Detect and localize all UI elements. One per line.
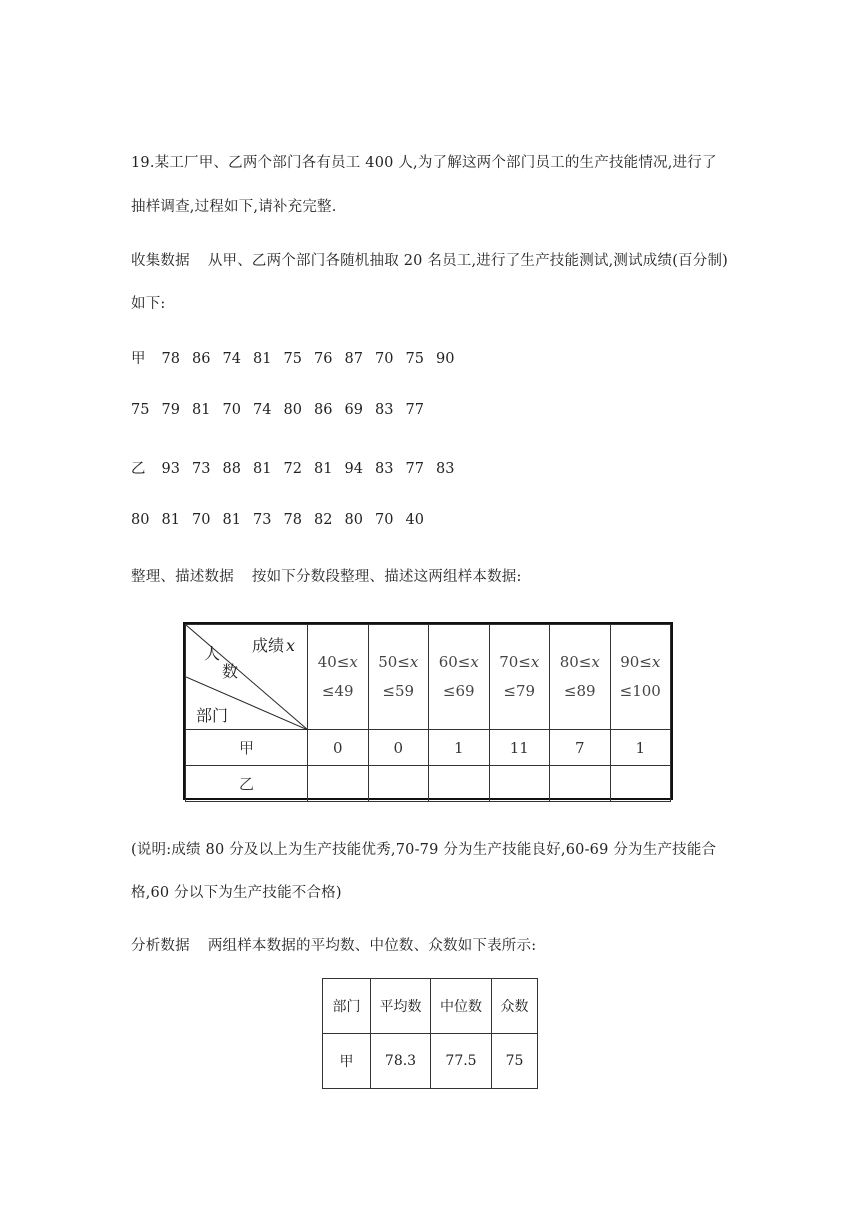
data-value: 74 [222,351,241,367]
data-value: 90 [436,351,455,367]
analyze-heading: 分析数据 [131,938,190,954]
range-header: 50≤x ≤59 [368,625,429,730]
data-value: 40 [405,512,424,528]
data-value: 87 [344,351,363,367]
range-header: 90≤x ≤100 [610,625,671,730]
data-value: 81 [222,512,241,528]
table-row-yi [186,766,671,802]
table-cell: 11 [489,730,550,766]
data-value: 81 [314,461,333,477]
table-cell: 1 [610,730,671,766]
range-header: 60≤x ≤69 [429,625,490,730]
stats-header-row [323,979,538,1034]
data-value: 81 [161,512,180,528]
data-value: 94 [344,461,363,477]
data-value: 73 [253,512,272,528]
corner-score-label: 成绩 x [252,636,296,655]
collect-text: 从甲、乙两个部门各随机抽取 20 名员工,进行了生产技能测试,测试成绩(百分制) [207,253,729,269]
score-distribution-table [183,622,673,800]
data-value: 70 [375,512,394,528]
data-value: 81 [253,351,272,367]
data-value: 83 [375,461,394,477]
data-value: 81 [253,461,272,477]
stats-row-jia [323,1034,538,1089]
organize-text: 按如下分数段整理、描述这两组样本数据: [251,569,522,585]
organize-heading: 整理、描述数据 [131,569,234,585]
data-value: 82 [314,512,333,528]
table-cell: 7 [550,730,611,766]
data-value: 78 [161,351,180,367]
data-value: 81 [192,402,211,418]
table-cell-blank[interactable] [550,766,611,802]
yi-data-row-2 [131,512,436,528]
data-value: 80 [131,512,150,528]
table-cell: 1 [429,730,490,766]
table-cell-blank[interactable] [308,766,369,802]
data-value: 86 [314,402,333,418]
question-line-1: 19.某工厂甲、乙两个部门各有员工 400 人,为了解这两个部门员工的生产技能情况,进行了 [131,155,717,171]
row-label-jia: 甲 [186,730,308,766]
data-value: 75 [131,402,150,418]
table-cell-blank[interactable] [610,766,671,802]
yi-label: 乙 [131,461,146,477]
data-value: 83 [375,402,394,418]
row-label-yi: 乙 [186,766,308,802]
note-line-2: 格,60 分以下为生产技能不合格) [131,885,342,901]
data-value: 69 [344,402,363,418]
data-value: 73 [192,461,211,477]
corner-people-label-1: 人 [204,644,221,663]
stats-cell: 75 [492,1034,538,1089]
stats-header-cell: 平均数 [371,979,431,1034]
data-value: 79 [161,402,180,418]
collect-line-2: 如下: [131,296,166,312]
stats-cell: 78.3 [371,1034,431,1089]
jia-data-row-1 [131,347,467,368]
data-value: 75 [283,351,302,367]
data-value: 77 [405,461,424,477]
data-value: 83 [436,461,455,477]
note-line-1: (说明:成绩 80 分及以上为生产技能优秀,70-79 分为生产技能良好,60-69 分为生产技能合 [131,842,717,858]
stats-header-cell: 中位数 [431,979,492,1034]
range-header: 80≤x ≤89 [550,625,611,730]
data-value: 80 [344,512,363,528]
table-cell: 0 [368,730,429,766]
analyze-line [131,936,536,956]
data-value: 70 [192,512,211,528]
yi-data-row-1 [131,457,467,478]
data-value: 70 [375,351,394,367]
stats-cell: 77.5 [431,1034,492,1089]
table-cell: 0 [308,730,369,766]
data-value: 86 [192,351,211,367]
jia-label: 甲 [131,351,146,367]
data-value: 76 [314,351,333,367]
table-row-jia [186,730,671,766]
table-cell-blank[interactable] [368,766,429,802]
data-value: 72 [283,461,302,477]
data-value: 74 [253,402,272,418]
organize-line [131,567,522,587]
corner-dept-label: 部门 [196,706,229,725]
question-line-2: 抽样调查,过程如下,请补充完整. [131,199,337,215]
corner-people-label-2: 数 [222,662,239,681]
data-value: 77 [405,402,424,418]
collect-heading: 收集数据 [131,253,190,269]
data-value: 80 [283,402,302,418]
data-value: 70 [222,402,241,418]
data-value: 75 [405,351,424,367]
data-value: 93 [161,461,180,477]
table-cell-blank[interactable] [429,766,490,802]
stats-header-cell: 部门 [323,979,371,1034]
stats-cell: 甲 [323,1034,371,1089]
data-value: 88 [222,461,241,477]
jia-data-row-2 [131,402,436,418]
statistics-table [322,978,538,1089]
analyze-text: 两组样本数据的平均数、中位数、众数如下表所示: [207,938,537,954]
range-header: 70≤x ≤79 [489,625,550,730]
range-header: 40≤x ≤49 [308,625,369,730]
table-cell-blank[interactable] [489,766,550,802]
data-value: 78 [283,512,302,528]
collect-line-1 [131,251,728,271]
stats-header-cell: 众数 [492,979,538,1034]
table-corner-header [186,625,308,730]
